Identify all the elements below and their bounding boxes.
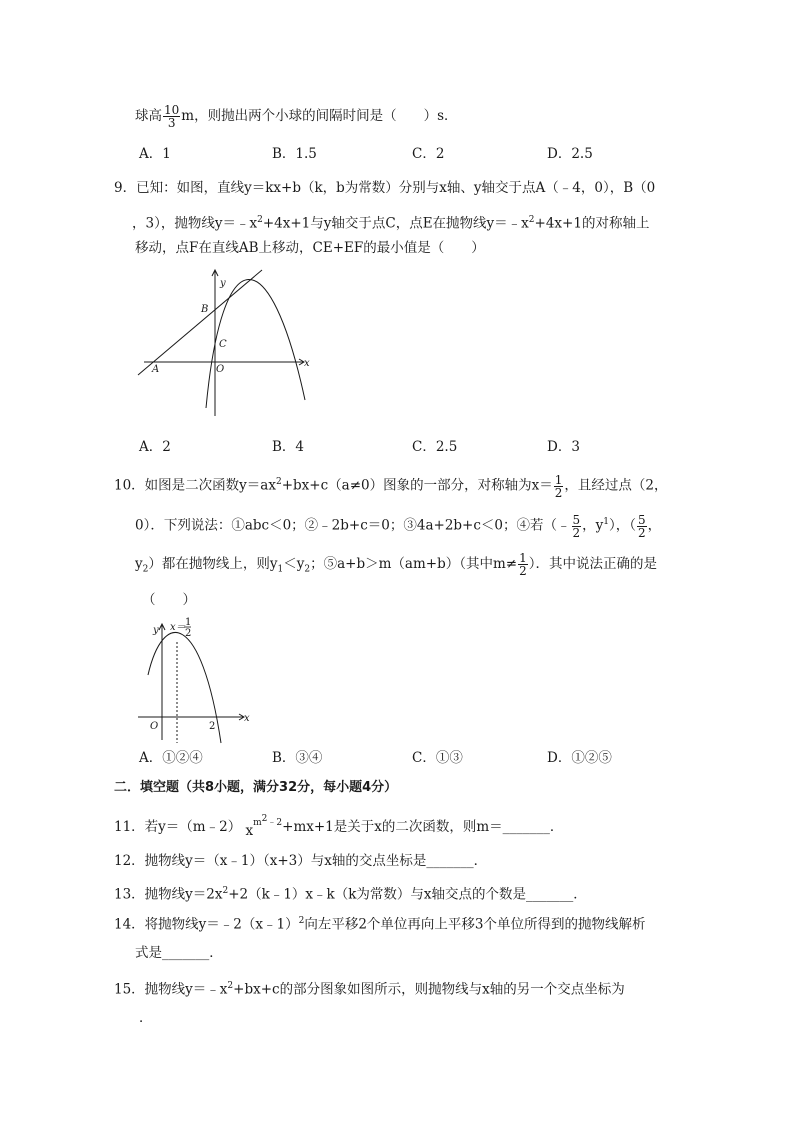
q11-line: 11．若y＝（m﹣2） $x^{m^2﹣2}+mx+1$是关于x的二次函数，则m＝_______． — [114, 814, 564, 839]
q15-line1: 15．抛物线$y=﹣x^2+bx+c$的部分图象如图所示，则抛物线与x轴的另一个交点坐标为 — [114, 981, 625, 998]
q10-label-y: y — [153, 625, 159, 636]
q10-label-half-num: 1 — [185, 617, 192, 628]
q10-option-a: A．①②④ — [139, 750, 203, 766]
q15-line2: ． — [139, 1010, 153, 1026]
q8-option-b: B．1.5 — [272, 146, 317, 162]
q9-line-ab — [138, 270, 262, 375]
q10-label-half-den: 2 — [185, 628, 192, 639]
q9-line3: 移动，点F在直线AB上移动，CE+EF的最小值是（ ） — [135, 240, 485, 256]
q10-label-two: 2 — [209, 721, 216, 732]
q14-line1: 14．将抛物线y＝﹣2（x﹣1）$^2$向左平移2个单位再向上平移3个单位所得到的抛物线解析 — [114, 916, 646, 933]
q14-line2: 式是_______． — [135, 945, 223, 961]
q13-line: 13．抛物线$y=2x^2+2(k﹣1)x﹣k(k$为常数）与x轴交点的个数是_______． — [114, 886, 587, 903]
q8-line-pre: 球高 — [135, 108, 162, 124]
q10-label-o: O — [150, 721, 159, 732]
q8-option-c: C．2 — [412, 146, 445, 162]
q8-line-post: m，则抛出两个小球的间隔时间是（ ）s． — [181, 108, 458, 124]
q10-graph — [133, 615, 253, 745]
section2-title: 二．填空题（共8小题，满分32分，每小题4分） — [114, 780, 398, 795]
q9-graph — [130, 268, 330, 418]
q8-option-a: A．1 — [139, 146, 171, 162]
q9-option-d: D．3 — [547, 439, 580, 455]
q9-label-y: y — [220, 278, 226, 289]
q10-line4: （ ） — [142, 592, 196, 608]
q10-option-b: B．③④ — [272, 750, 323, 766]
q9-line1: 9．已知：如图，直线y＝kx+b（k，b为常数）分别与x轴、y轴交于点A（﹣4，0），B（0 — [114, 180, 656, 196]
q10-option-c: C．①③ — [412, 750, 463, 766]
q10-line3: $y_2$）都在抛物线上，则$y_1<y_2$；⑤a+b＞m（am+b）（其中m≠ $\frac{1}{2}$ ）．其中说法正确的是 — [135, 551, 657, 578]
q10-line1: 10．如图是二次函数$y=ax^2+bx+c(a\ne 0)$图象的一部分，对称轴为x＝ $\frac{1}{2}$ ，且经过点（2， — [114, 472, 668, 500]
q8-option-d: D．2.5 — [547, 146, 593, 162]
q12-line: 12．抛物线y＝（x﹣1）（x+3）与x轴的交点坐标是_______． — [114, 853, 488, 869]
q9-label-c: C — [219, 339, 227, 350]
q9-line2: ，3），抛物线$y=﹣x^2+4x+1$与y轴交于点C，点E在抛物线$y=﹣x^2+4x+1$的对称轴上 — [132, 215, 650, 232]
q8-line — [135, 104, 458, 129]
q10-line2: 0）．下列说法：①abc＜0；②﹣2b+c＝0；③4a+2b+c＜0；④若（﹣ $\frac{5}{2}$ ，$y^1$），（ $\frac{5}{2}$ ， — [135, 512, 662, 540]
q10-option-d: D．①②⑤ — [547, 750, 612, 766]
q10-label-x: x — [244, 713, 250, 724]
q9-option-c: C．2.5 — [412, 439, 458, 455]
q9-label-x: x — [304, 358, 310, 369]
q8-fraction: $\frac{10}{3}$ — [164, 103, 180, 130]
q10-label-xeq: x＝ — [170, 622, 186, 633]
q9-option-a: A．2 — [139, 439, 171, 455]
q9-label-o: O — [216, 364, 225, 375]
q9-label-b: B — [201, 304, 209, 315]
q9-option-b: B．4 — [272, 439, 305, 455]
q9-label-a: A — [152, 364, 160, 375]
